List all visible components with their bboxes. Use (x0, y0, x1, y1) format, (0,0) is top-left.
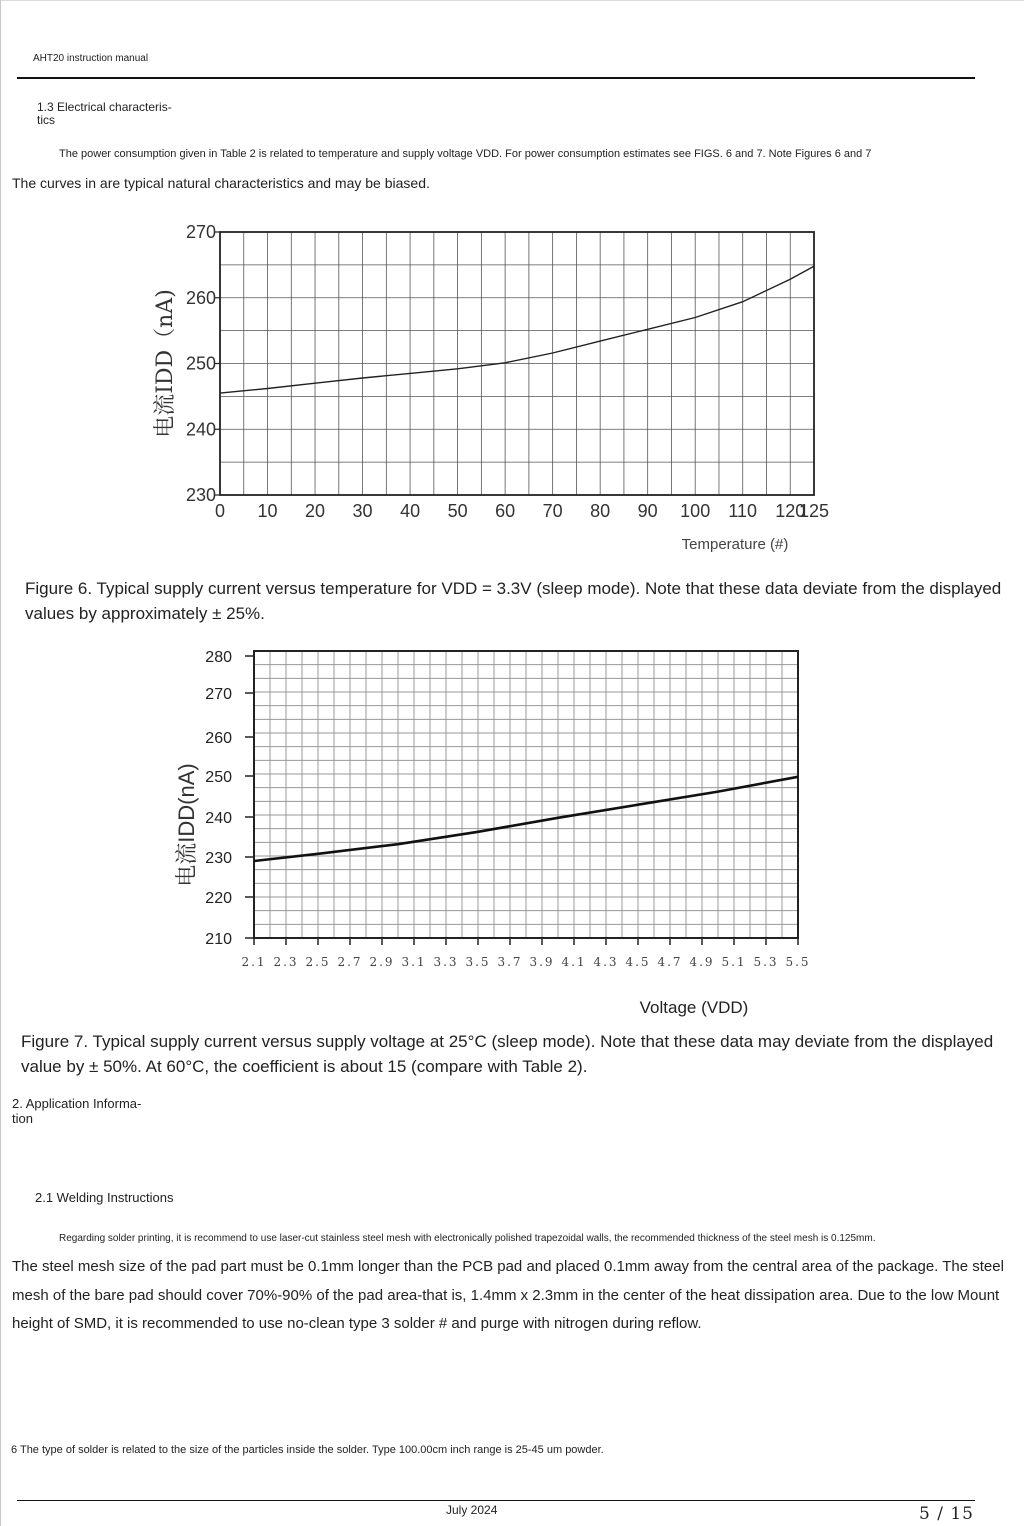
header-rule (17, 77, 975, 79)
page-border-left (0, 0, 1, 1526)
intro-line-1: The power consumption given in Table 2 is related to temperature and supply voltage VDD. For power consumption estimates see FIGS. 6 and 7. Note Figures 6 and 7 (59, 148, 872, 160)
page-border-top (0, 0, 1024, 1)
x-tick-label: 3.1 (401, 955, 427, 969)
x-tick-label: 0 (214, 501, 226, 521)
x-tick-label: 2.1 (241, 955, 267, 969)
y-axis-label: 电流IDD（nA) (153, 289, 178, 438)
x-tick-label: 120 (775, 501, 806, 521)
y-tick-label: 240 (185, 419, 216, 440)
x-tick-label: 3.3 (433, 955, 459, 969)
figure-7-caption: Figure 7. Typical supply current versus supply voltage at 25°C (sleep mode). Note that these data may deviate from the displayed value by ± 50%. At 60°C, the coefficient is about 15 (compare with Table 2). (21, 1032, 994, 1076)
x-axis-label: Temperature (#) (681, 536, 789, 553)
x-tick-label: 2.5 (305, 955, 331, 969)
x-tick-label: 3.7 (497, 955, 523, 969)
y-tick-label: 270 (205, 686, 232, 703)
x-tick-label: 5.3 (753, 955, 779, 969)
x-tick-label: 20 (305, 501, 326, 521)
x-tick-label: 50 (447, 501, 468, 521)
x-tick-label: 30 (352, 501, 373, 521)
footnote: 6 The type of solder is related to the size of the particles inside the solder. Type 100.00cm inch range is 25-45 um powder. (11, 1444, 604, 1456)
section-heading-2-1: 2.1 Welding Instructions (35, 1190, 174, 1205)
footer-date: July 2024 (446, 1503, 498, 1517)
page-number: 5 / 15 (919, 1504, 974, 1524)
x-tick-label: 4.7 (657, 955, 683, 969)
y-tick-label: 220 (205, 890, 232, 907)
y-tick-label: 270 (185, 222, 216, 242)
y-tick-label: 260 (205, 730, 232, 747)
x-tick-label: 40 (400, 501, 421, 521)
welding-body: The steel mesh size of the pad part must be 0.1mm longer than the PCB pad and placed 0.1mm away from the central area of the package. The steel mesh of the bare pad should cover 70%-90% of the pad area-that is, 1.4mm x 2.3mm in the center of the heat dissipation area. Due to the low Mount height of SMD, it is recommended to use no-clean type 3 solder # and purge with nitrogen during reflow. (12, 1258, 1004, 1332)
figure-7-chart (160, 640, 840, 1025)
x-tick-label: 4.5 (625, 955, 651, 969)
x-tick-label: 3.9 (529, 955, 555, 969)
series-line (220, 266, 814, 393)
footer-rule (17, 1500, 975, 1501)
x-tick-label: 100 (680, 501, 711, 521)
section-heading-2: 2. Application Informa- tion (12, 1096, 142, 1126)
x-tick-label: 2.3 (273, 955, 299, 969)
x-tick-label: 90 (637, 501, 658, 521)
x-tick-label: 60 (495, 501, 516, 521)
y-tick-label: 260 (185, 287, 216, 308)
section-heading-1-3: 1.3 Electrical characteris- tics (37, 100, 172, 127)
x-tick-label: 125 (798, 501, 830, 521)
y-tick-label: 250 (205, 769, 232, 786)
y-tick-label: 230 (185, 485, 216, 505)
x-tick-label: 5.1 (721, 955, 747, 969)
figure-6-caption: Figure 6. Typical supply current versus temperature for VDD = 3.3V (sleep mode). Note that these data deviate from the displayed values by approximately ± 25%. (25, 579, 1002, 623)
x-tick-label: 110 (728, 501, 758, 521)
x-tick-label: 70 (542, 501, 563, 521)
y-tick-label: 280 (205, 649, 232, 666)
intro-line-2: The curves in are typical natural characteristics and may be biased. (12, 175, 430, 191)
x-tick-label: 4.3 (593, 955, 619, 969)
x-axis-label: Voltage (VDD) (639, 998, 749, 1017)
x-tick-label: 10 (257, 501, 278, 521)
x-tick-label: 5.5 (785, 955, 811, 969)
y-tick-label: 240 (205, 810, 232, 827)
x-tick-label: 2.7 (337, 955, 363, 969)
y-tick-label: 210 (205, 931, 232, 948)
x-tick-label: 4.1 (561, 955, 587, 969)
y-tick-label: 250 (185, 353, 216, 374)
x-tick-label: 2.9 (369, 955, 395, 969)
x-tick-label: 4.9 (689, 955, 715, 969)
y-tick-label: 230 (205, 850, 232, 867)
figure-6-chart (140, 218, 860, 558)
y-axis-label: 电流IDD(nA) (174, 763, 199, 887)
header-title: AHT20 instruction manual (33, 53, 149, 64)
x-tick-label: 80 (590, 501, 611, 521)
x-tick-label: 3.5 (465, 955, 491, 969)
welding-line-1: Regarding solder printing, it is recommend to use laser-cut stainless steel mesh with electronically polished trapezoidal walls, the recommended thickness of the steel mesh is 0.125mm. (59, 1233, 876, 1244)
